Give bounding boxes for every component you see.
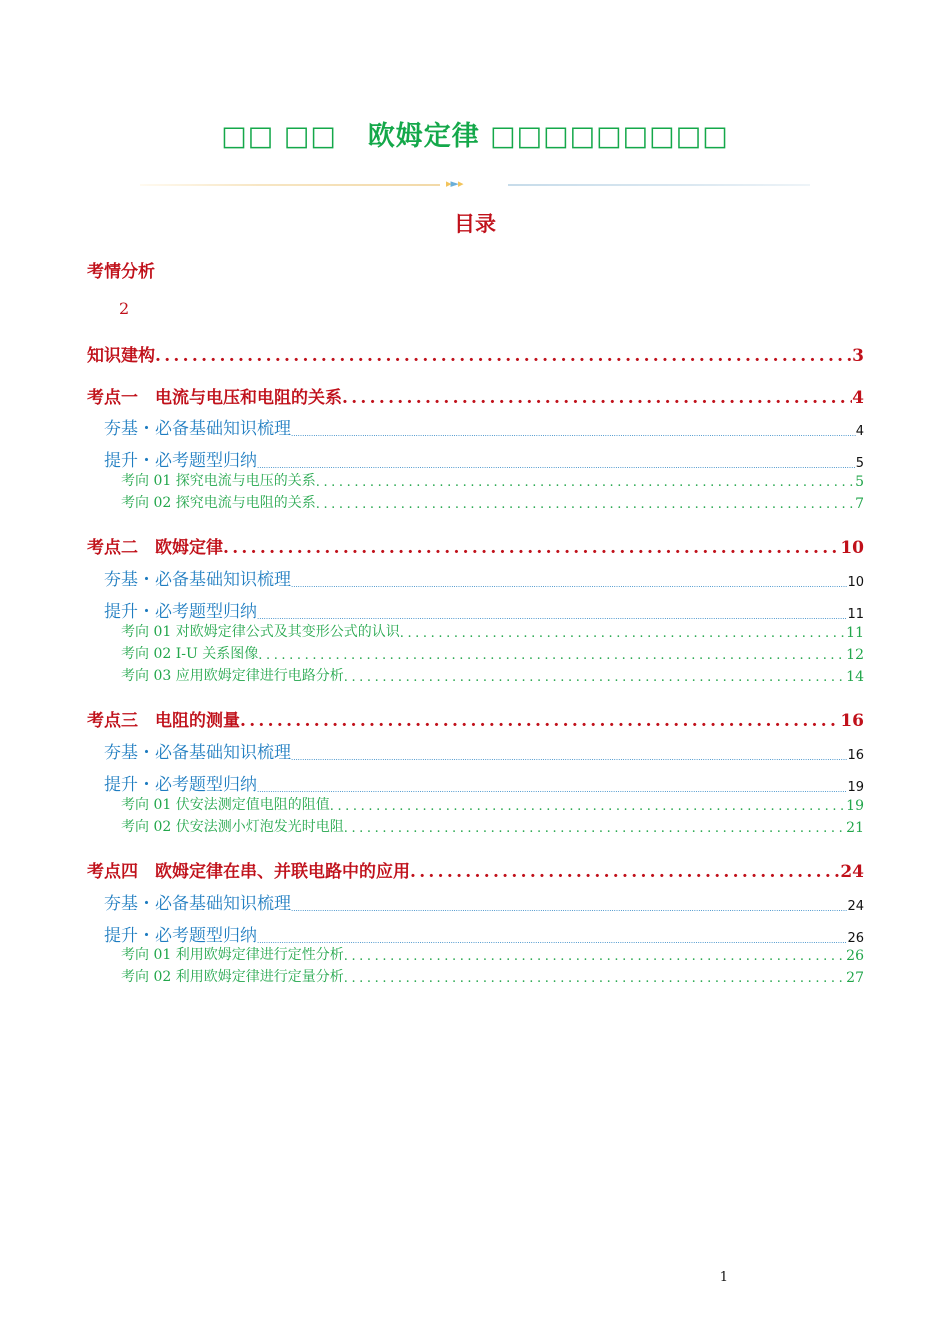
toc-subentry-improve[interactable] (104, 921, 864, 946)
toc-subentry-page: 11 (847, 607, 864, 622)
toc-item[interactable] (121, 794, 864, 814)
toc-subentry-basic[interactable] (104, 889, 864, 914)
document-title (0, 114, 950, 153)
leader-dots (410, 862, 840, 882)
title-suffix: □□□□□□□□□ (490, 121, 729, 152)
leader-dots (240, 711, 840, 731)
toc-section-page: 4 (852, 388, 864, 408)
leader-dots (344, 949, 846, 964)
leader-dots (400, 626, 846, 641)
toc-item-label: 考向 02 伏安法测小灯泡发光时电阻 (121, 819, 344, 835)
toc-item[interactable] (121, 966, 864, 986)
toc-item[interactable] (121, 665, 864, 685)
toc-item-page: 7 (855, 496, 864, 512)
leader-dots (344, 821, 846, 836)
toc-section-page: 16 (840, 711, 864, 731)
toc-section-label: 考点三 电阻的测量 (87, 711, 240, 731)
toc-subentry-improve[interactable] (104, 770, 864, 795)
toc-subentry-page: 19 (847, 780, 864, 795)
toc-section-label: 考点四 欧姆定律在串、并联电路中的应用 (87, 862, 410, 882)
leader-dots (291, 753, 847, 763)
toc-item-label: 考向 02 利用欧姆定律进行定量分析 (121, 969, 344, 985)
leader-dots (291, 429, 856, 439)
toc-item-page: 19 (846, 798, 864, 814)
title-prefix: □□ □□ (221, 121, 337, 152)
toc-item[interactable] (121, 944, 864, 964)
toc-subentry-improve[interactable] (104, 446, 864, 471)
toc-item-label: 考向 02 I-U 关系图像 (121, 646, 259, 662)
toc-section-label: 考点一 电流与电压和电阻的关系 (87, 388, 342, 408)
toc-subentry-label: 夯基・必备基础知识梳理 (104, 743, 291, 763)
toc-item-label: 考向 01 利用欧姆定律进行定性分析 (121, 947, 344, 963)
divider-arrows-icon: ▸►▸ (446, 177, 463, 190)
toc-subentry-label: 提升・必考题型归纳 (104, 926, 257, 946)
toc-item-page: 14 (846, 669, 864, 685)
toc-item[interactable] (121, 621, 864, 641)
page-number: 1 (719, 1270, 728, 1285)
toc-section[interactable] (87, 533, 864, 558)
toc-entry-analysis-page[interactable]: 2 (119, 299, 130, 318)
toc-subentry-improve[interactable] (104, 597, 864, 622)
toc-section-page: 24 (840, 862, 864, 882)
toc-item-page: 21 (846, 820, 864, 836)
toc-subentry-label: 夯基・必备基础知识梳理 (104, 894, 291, 914)
toc-subentry-label: 提升・必考题型归纳 (104, 602, 257, 622)
toc-entry-analysis[interactable]: 考情分析 (87, 262, 155, 282)
leader-dots (155, 346, 852, 366)
leader-dots (223, 538, 840, 558)
toc-section-label: 考点二 欧姆定律 (87, 538, 223, 558)
toc-item-page: 26 (846, 948, 864, 964)
toc-item[interactable] (121, 643, 864, 663)
toc-item-page: 12 (846, 647, 864, 663)
toc-subentry-page: 26 (847, 931, 864, 946)
title-main: 欧姆定律 (367, 121, 480, 152)
leader-dots (291, 904, 847, 914)
toc-section-page: 10 (840, 538, 864, 558)
leader-dots (258, 648, 846, 663)
leader-dots (342, 388, 852, 408)
toc-subentry-page: 16 (847, 748, 864, 763)
toc-section[interactable] (87, 857, 864, 882)
toc-subentry-page: 24 (847, 899, 864, 914)
toc-entry-label: 知识建构 (87, 346, 155, 366)
leader-dots (330, 799, 846, 814)
toc-item-label: 考向 01 探究电流与电压的关系 (121, 473, 316, 489)
toc-subentry-label: 提升・必考题型归纳 (104, 775, 257, 795)
toc-item-label: 考向 03 应用欧姆定律进行电路分析 (121, 668, 344, 684)
toc-subentry-basic[interactable] (104, 565, 864, 590)
title-divider-right (508, 184, 810, 186)
title-divider-left (140, 184, 440, 186)
toc-section[interactable] (87, 383, 864, 408)
toc-subentry-label: 夯基・必备基础知识梳理 (104, 419, 291, 439)
toc-subentry-basic[interactable] (104, 738, 864, 763)
toc-item-page: 11 (846, 625, 864, 641)
toc-section[interactable] (87, 706, 864, 731)
toc-entry-page: 3 (852, 346, 864, 366)
toc-entry-knowledge[interactable] (87, 341, 864, 366)
toc-subentry-page: 4 (855, 424, 864, 439)
toc-item-page: 27 (846, 970, 864, 986)
toc-item-page: 5 (855, 474, 864, 490)
leader-dots (344, 670, 846, 685)
toc-item[interactable] (121, 492, 864, 512)
toc-subentry-basic[interactable] (104, 414, 864, 439)
toc-item-label: 考向 01 伏安法测定值电阻的阻值 (121, 797, 330, 813)
toc-subentry-page: 5 (855, 456, 864, 471)
leader-dots (316, 497, 855, 512)
toc-item[interactable] (121, 816, 864, 836)
toc-heading: 目录 (454, 211, 496, 236)
toc-subentry-label: 提升・必考题型归纳 (104, 451, 257, 471)
toc-item-label: 考向 02 探究电流与电阻的关系 (121, 495, 316, 511)
leader-dots (344, 971, 846, 986)
leader-dots (316, 475, 855, 490)
toc-subentry-page: 10 (847, 575, 864, 590)
toc-item[interactable] (121, 470, 864, 490)
leader-dots (291, 580, 847, 590)
toc-item-label: 考向 01 对欧姆定律公式及其变形公式的认识 (121, 624, 400, 640)
toc-subentry-label: 夯基・必备基础知识梳理 (104, 570, 291, 590)
